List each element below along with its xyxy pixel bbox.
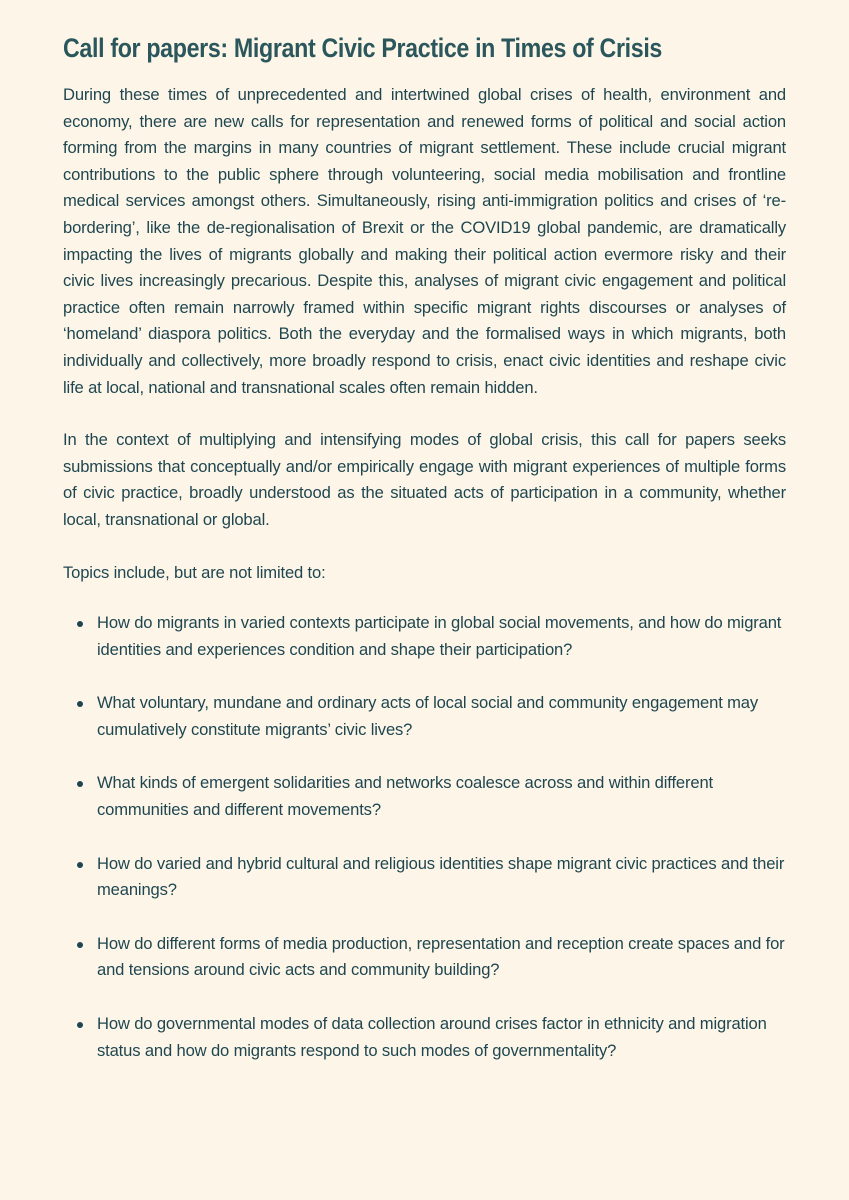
topic-item-6	[63, 1011, 786, 1064]
topic-text: What kinds of emergent solidarities and networks coalesce across and within different communities and different movements?	[97, 773, 713, 820]
bullet-icon	[77, 862, 83, 868]
topic-item-1	[63, 610, 786, 663]
topic-list	[63, 610, 786, 1064]
page-title: Call for papers: Migrant Civic Practice in Times of Crisis	[63, 33, 663, 63]
topic-item-3	[63, 770, 786, 823]
document-page	[63, 28, 786, 1091]
bullet-icon	[77, 781, 83, 787]
topic-item-2	[63, 690, 786, 743]
topics-intro: Topics include, but are not limited to:	[63, 562, 326, 582]
topic-text: How do migrants in varied contexts participate in global social movements, and how do migrant identities and experiences condition and shape their participation?	[97, 613, 782, 659]
topic-item-5	[63, 931, 786, 984]
intro-paragraph: During these times of unprecedented and intertwined global crises of health, environment and economy, there are new calls for representation and renewed forms of political and social action forming from the margins in many countries of migrant settlement. These include crucial migrant contributions to the public sphere through volunteering, social media mobilisation and frontline medical services amongst others. Simultaneously, rising anti-immigration politics and crises of ‘re-bordering’, like the de-regionalisation of Brexit or the COVID19 global pandemic, are dramatically impacting the lives of migrants globally and making their political action evermore risky and their civic lives increasingly precarious. Despite this, analyses of migrant civic engagement and political practice often remain narrowly framed within specific migrant rights discourses or analyses of ‘homeland’ diaspora politics. Both the everyday and the formalised ways in which migrants, both individually and collectively, more broadly respond to crisis, enact civic identities and reshape civic life at local, national and transnational scales often remain hidden.	[63, 85, 786, 397]
topic-item-4	[63, 851, 786, 904]
topic-text: How do different forms of media production, representation and reception create spaces and for and tensions around civic acts and community building?	[97, 933, 785, 980]
bullet-icon	[77, 701, 83, 707]
topic-text: How do governmental modes of data collection around crises factor in ethnicity and migration status and how do migrants respond to such modes of governmentality?	[97, 1014, 767, 1060]
bullet-icon	[77, 942, 83, 948]
topic-text: How do varied and hybrid cultural and religious identities shape migrant civic practices and their meanings?	[97, 853, 785, 900]
topic-text: What voluntary, mundane and ordinary acts of local social and community engagement may cumulatively constitute migrants’ civic lives?	[97, 693, 759, 739]
bullet-icon	[77, 1022, 83, 1028]
bullet-icon	[77, 621, 83, 627]
context-paragraph: In the context of multiplying and intensifying modes of global crisis, this call for papers seeks submissions that conceptually and/or empirically engage with migrant experiences of multiple forms of civic practice, broadly understood as the situated acts of participation in a community, whether local, transnational or global.	[63, 430, 786, 529]
